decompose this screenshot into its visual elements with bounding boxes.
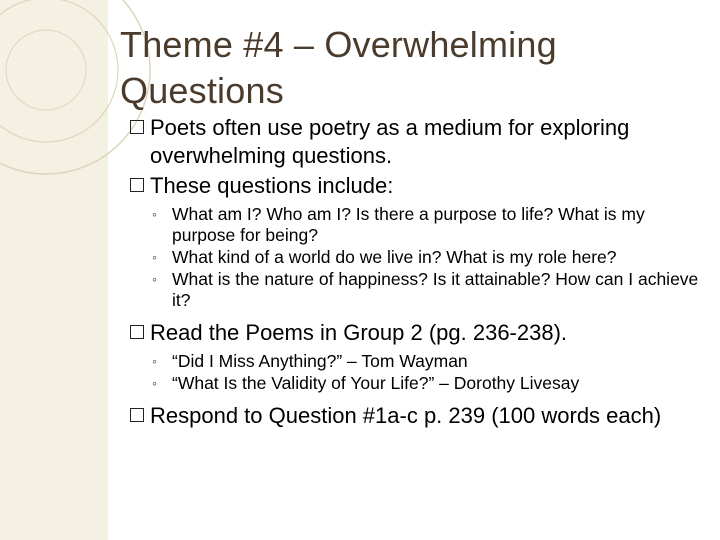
sub-bullet <box>150 269 710 311</box>
sub-bullet <box>150 204 710 246</box>
circle-bullet-icon: ◦ <box>152 271 157 287</box>
bullet-box-icon <box>130 325 144 339</box>
bullet-2 <box>130 172 710 200</box>
bullet-box-icon <box>130 120 144 134</box>
sub-bullet-text: What am I? Who am I? Is there a purpose to life? What is my purpose for being? <box>172 204 645 245</box>
bullet-4-text: Respond to Question #1a-c p. 239 (100 words each) <box>150 403 662 428</box>
slide-title: Theme #4 – Overwhelming Questions <box>120 24 557 111</box>
bullet-3-text: Read the Poems in Group 2 (pg. 236-238). <box>150 320 568 345</box>
slide-content <box>130 114 710 432</box>
sub-bullet <box>150 373 710 394</box>
sub-bullet <box>150 351 710 372</box>
bullet-2-text: These questions include: <box>150 173 394 198</box>
bullet-3-sublist <box>150 351 710 394</box>
bullet-2-sublist <box>150 204 710 311</box>
sub-bullet-text: “Did I Miss Anything?” – Tom Wayman <box>172 351 468 371</box>
ring-middle <box>0 0 118 142</box>
bullet-box-icon <box>130 178 144 192</box>
bullet-box-icon <box>130 408 144 422</box>
sub-bullet <box>150 247 710 268</box>
bullet-4 <box>130 402 710 430</box>
circle-bullet-icon: ◦ <box>152 249 157 265</box>
circle-bullet-icon: ◦ <box>152 375 157 391</box>
sub-bullet-text: What is the nature of happiness? Is it attainable? How can I achieve it? <box>172 269 699 310</box>
circle-bullet-icon: ◦ <box>152 353 157 369</box>
ring-inner <box>6 30 86 110</box>
circle-bullet-icon: ◦ <box>152 206 157 222</box>
sub-bullet-text: What kind of a world do we live in? What is my role here? <box>172 247 617 267</box>
bullet-3 <box>130 319 710 347</box>
bullet-1-text: Poets often use poetry as a medium for exploring overwhelming questions. <box>150 115 630 168</box>
sub-bullet-text: “What Is the Validity of Your Life?” – Dorothy Livesay <box>172 373 580 393</box>
bullet-1 <box>130 114 710 170</box>
